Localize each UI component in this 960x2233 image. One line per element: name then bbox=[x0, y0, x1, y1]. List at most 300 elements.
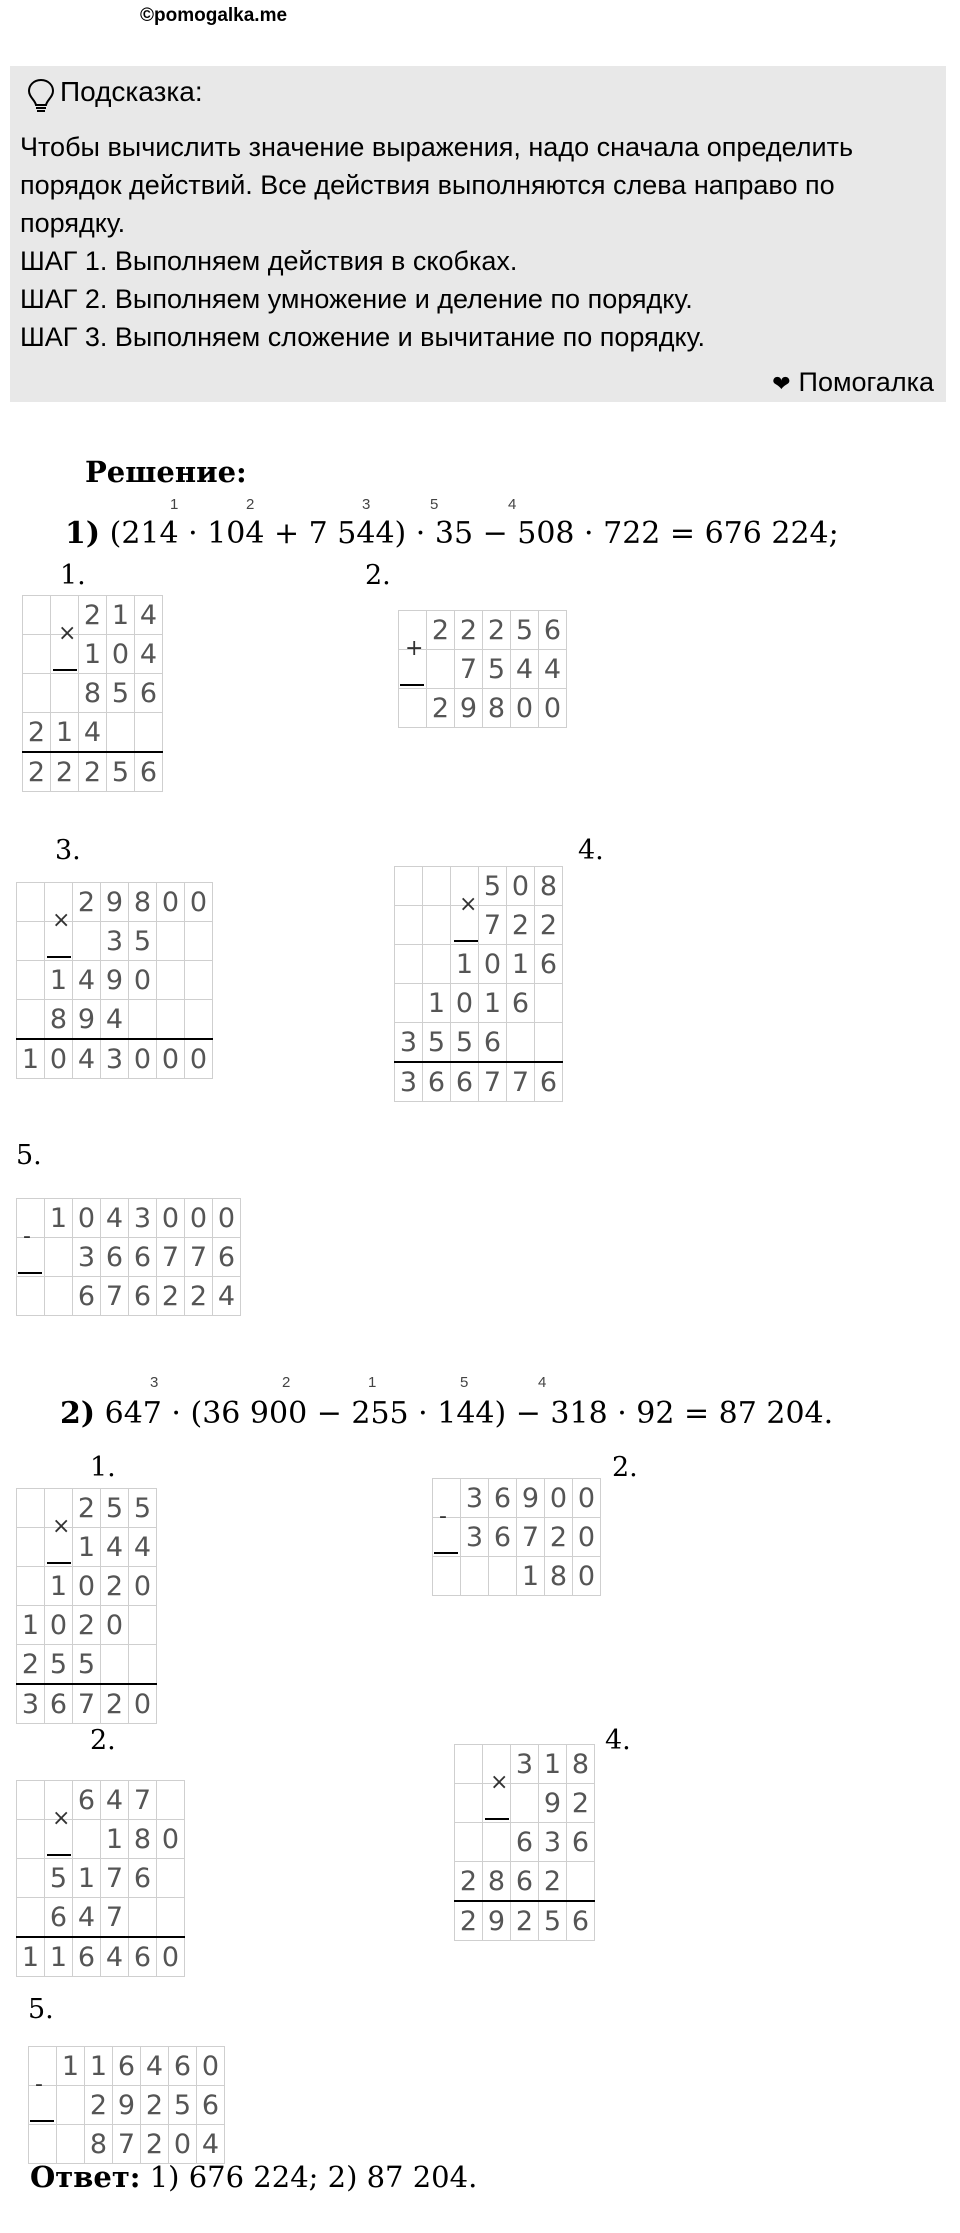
digit-cell: 4 bbox=[129, 1528, 157, 1567]
order-number: 3 bbox=[150, 1374, 159, 1391]
digit-cell: 2 bbox=[17, 1645, 45, 1685]
digit-cell: 1 bbox=[79, 635, 107, 674]
digit-cell: 5 bbox=[107, 674, 135, 713]
digit-cell bbox=[185, 922, 213, 961]
digit-cell: 4 bbox=[73, 1039, 101, 1079]
digit-cell bbox=[455, 1823, 483, 1862]
digit-cell: 9 bbox=[483, 1901, 511, 1941]
digit-cell: 7 bbox=[157, 1238, 185, 1277]
grid-row bbox=[455, 1862, 595, 1902]
digit-cell: 8 bbox=[483, 1862, 511, 1902]
digit-cell: 1 bbox=[451, 945, 479, 984]
digit-cell: 1 bbox=[107, 596, 135, 635]
digit-cell bbox=[17, 1859, 45, 1898]
digit-cell: 2 bbox=[141, 2125, 169, 2164]
expression-number: 2) bbox=[60, 1396, 96, 1431]
step-label: 5. bbox=[28, 1994, 54, 2025]
digit-cell: 5 bbox=[169, 2086, 197, 2125]
digit-cell: 5 bbox=[511, 611, 539, 650]
hint-title: Подсказка: bbox=[60, 76, 203, 107]
grid-row bbox=[455, 1823, 595, 1862]
digit-cell: 4 bbox=[73, 1898, 101, 1938]
digit-cell bbox=[157, 1859, 185, 1898]
digit-cell: 2 bbox=[157, 1277, 185, 1316]
digit-cell: 2 bbox=[539, 1862, 567, 1902]
step-label: 2. bbox=[365, 560, 391, 591]
digit-cell: 0 bbox=[545, 1479, 573, 1518]
digit-cell: 0 bbox=[479, 945, 507, 984]
minus-sign: - bbox=[23, 1224, 31, 1249]
calc-grid-1-1 bbox=[22, 595, 163, 792]
calc-grid-1-4 bbox=[394, 866, 563, 1102]
digit-cell: 7 bbox=[129, 1781, 157, 1820]
digit-cell bbox=[73, 1820, 101, 1859]
digit-cell bbox=[23, 674, 51, 713]
digit-cell bbox=[433, 1557, 461, 1596]
digit-cell bbox=[135, 713, 163, 753]
digit-cell: 7 bbox=[113, 2125, 141, 2164]
digit-cell: 6 bbox=[129, 1277, 157, 1316]
digit-cell bbox=[17, 1820, 45, 1859]
digit-cell: 3 bbox=[395, 1023, 423, 1063]
answer bbox=[30, 2160, 477, 2194]
digit-cell: 1 bbox=[101, 1820, 129, 1859]
digit-cell: 7 bbox=[73, 1684, 101, 1724]
solution-title: Решение: bbox=[85, 455, 247, 489]
grid-row bbox=[17, 961, 213, 1000]
digit-cell: 0 bbox=[451, 984, 479, 1023]
digit-cell: 2 bbox=[483, 611, 511, 650]
grid-row bbox=[17, 1937, 185, 1977]
digit-cell: 0 bbox=[107, 635, 135, 674]
hint-box bbox=[10, 66, 946, 402]
digit-cell: 4 bbox=[101, 1528, 129, 1567]
digit-cell: 0 bbox=[157, 1937, 185, 1977]
digit-cell: 2 bbox=[73, 1489, 101, 1528]
digit-cell: 9 bbox=[73, 1000, 101, 1040]
grid-row bbox=[17, 1277, 241, 1316]
multiply-sign: × bbox=[490, 1770, 509, 1795]
digit-cell: 4 bbox=[101, 1199, 129, 1238]
digit-cell: 3 bbox=[395, 1062, 423, 1102]
digit-cell: 6 bbox=[423, 1062, 451, 1102]
multiply-sign: × bbox=[52, 1806, 71, 1831]
digit-cell: 1 bbox=[423, 984, 451, 1023]
digit-cell: 2 bbox=[85, 2086, 113, 2125]
step-text: Выполняем действия в скобках. bbox=[107, 246, 518, 276]
grid-row bbox=[17, 1898, 185, 1938]
digit-cell: 6 bbox=[197, 2086, 225, 2125]
grid-row bbox=[23, 713, 163, 753]
digit-cell: 3 bbox=[129, 1199, 157, 1238]
digit-cell: 1 bbox=[45, 961, 73, 1000]
multiply-sign: × bbox=[459, 892, 478, 917]
digit-cell: 2 bbox=[535, 906, 563, 945]
digit-cell: 9 bbox=[113, 2086, 141, 2125]
digit-cell: 2 bbox=[141, 2086, 169, 2125]
grid-row bbox=[23, 674, 163, 713]
expression-1 bbox=[65, 516, 839, 551]
grid-row bbox=[395, 1062, 563, 1102]
digit-cell bbox=[51, 674, 79, 713]
operation-underline bbox=[18, 1272, 42, 1274]
digit-cell bbox=[17, 1781, 45, 1820]
calc-grid-2-4 bbox=[454, 1744, 595, 1941]
digit-cell: 1 bbox=[45, 1567, 73, 1606]
plus-sign: + bbox=[405, 636, 424, 661]
digit-cell bbox=[455, 1784, 483, 1823]
grid-row bbox=[455, 1745, 595, 1784]
grid-row bbox=[17, 1238, 241, 1277]
order-number: 4 bbox=[508, 496, 517, 513]
digit-cell: 4 bbox=[101, 1937, 129, 1977]
digit-cell: 2 bbox=[455, 1862, 483, 1902]
digit-cell: 6 bbox=[135, 674, 163, 713]
digit-cell: 0 bbox=[45, 1606, 73, 1645]
grid-row bbox=[17, 1684, 157, 1724]
digit-cell bbox=[157, 1898, 185, 1938]
digit-cell bbox=[461, 1557, 489, 1596]
digit-cell bbox=[455, 1745, 483, 1784]
site-watermark: ©pomogalka.me bbox=[140, 5, 288, 26]
step-label: ШАГ 3. bbox=[20, 322, 108, 352]
digit-cell: 5 bbox=[45, 1645, 73, 1685]
digit-cell bbox=[567, 1862, 595, 1902]
digit-cell bbox=[423, 906, 451, 945]
digit-cell bbox=[45, 1238, 73, 1277]
order-number: 5 bbox=[460, 1374, 469, 1391]
digit-cell bbox=[507, 1023, 535, 1063]
digit-cell: 6 bbox=[73, 1781, 101, 1820]
operation-underline bbox=[400, 684, 424, 686]
digit-cell: 5 bbox=[479, 867, 507, 906]
digit-cell: 7 bbox=[479, 906, 507, 945]
digit-cell bbox=[535, 1023, 563, 1063]
digit-cell: 4 bbox=[197, 2125, 225, 2164]
digit-cell: 0 bbox=[185, 1199, 213, 1238]
multiply-sign: × bbox=[58, 621, 77, 646]
digit-cell: 1 bbox=[51, 713, 79, 753]
grid-row bbox=[23, 752, 163, 792]
grid-row bbox=[455, 1784, 595, 1823]
digit-cell: 2 bbox=[427, 689, 455, 728]
order-number: 4 bbox=[538, 1374, 547, 1391]
digit-cell: 3 bbox=[511, 1745, 539, 1784]
calc-grid-1-3 bbox=[16, 882, 213, 1079]
digit-cell: 7 bbox=[517, 1518, 545, 1557]
digit-cell bbox=[395, 867, 423, 906]
grid-row bbox=[17, 1606, 157, 1645]
expression-text: 647 · (36 900 − 255 · 144) − 318 · 92 = 87 204. bbox=[104, 1396, 834, 1431]
grid-row bbox=[395, 945, 563, 984]
digit-cell bbox=[17, 1528, 45, 1567]
digit-cell: 0 bbox=[573, 1479, 601, 1518]
digit-cell bbox=[17, 1567, 45, 1606]
digit-cell: 5 bbox=[129, 1489, 157, 1528]
digit-cell bbox=[129, 1898, 157, 1938]
digit-cell: 9 bbox=[101, 883, 129, 922]
digit-cell: 2 bbox=[23, 713, 51, 753]
digit-cell: 3 bbox=[73, 1238, 101, 1277]
digit-cell: 4 bbox=[101, 1000, 129, 1040]
grid-row bbox=[433, 1479, 601, 1518]
digit-cell: 0 bbox=[157, 1199, 185, 1238]
hint-footer bbox=[772, 367, 934, 398]
operation-underline bbox=[47, 1562, 71, 1564]
digit-cell: 0 bbox=[129, 961, 157, 1000]
digit-cell: 3 bbox=[461, 1479, 489, 1518]
digit-cell: 2 bbox=[73, 883, 101, 922]
digit-cell: 6 bbox=[73, 1277, 101, 1316]
digit-cell: 2 bbox=[427, 611, 455, 650]
digit-cell: 0 bbox=[157, 883, 185, 922]
step-label: 3. bbox=[55, 835, 81, 866]
digit-cell: 0 bbox=[507, 867, 535, 906]
digit-cell bbox=[129, 1645, 157, 1685]
digit-cell: 8 bbox=[567, 1745, 595, 1784]
digit-cell bbox=[395, 906, 423, 945]
digit-cell: 2 bbox=[51, 752, 79, 792]
digit-cell: 6 bbox=[129, 1238, 157, 1277]
calc-grid-2-2 bbox=[432, 1478, 601, 1596]
digit-cell: 1 bbox=[85, 2047, 113, 2086]
step-label: 2. bbox=[90, 1725, 116, 1756]
digit-cell: 0 bbox=[573, 1557, 601, 1596]
hint-step-3 bbox=[20, 318, 936, 356]
digit-cell: 8 bbox=[483, 689, 511, 728]
operation-underline bbox=[53, 669, 77, 671]
digit-cell: 9 bbox=[517, 1479, 545, 1518]
digit-cell bbox=[511, 1784, 539, 1823]
digit-cell bbox=[17, 1898, 45, 1938]
digit-cell: 3 bbox=[101, 1039, 129, 1079]
digit-cell: 6 bbox=[479, 1023, 507, 1063]
digit-cell bbox=[489, 1557, 517, 1596]
digit-cell bbox=[535, 984, 563, 1023]
order-number: 3 bbox=[362, 496, 371, 513]
digit-cell: 1 bbox=[17, 1606, 45, 1645]
digit-cell: 0 bbox=[45, 1039, 73, 1079]
digit-cell: 3 bbox=[539, 1823, 567, 1862]
multiply-sign: × bbox=[52, 1514, 71, 1539]
grid-row bbox=[395, 906, 563, 945]
lightbulb-icon bbox=[26, 78, 56, 114]
digit-cell: 6 bbox=[129, 1859, 157, 1898]
digit-cell: 0 bbox=[101, 1606, 129, 1645]
digit-cell: 1 bbox=[507, 945, 535, 984]
step-label: 5. bbox=[16, 1140, 42, 1171]
step-label: 4. bbox=[605, 1725, 631, 1756]
grid-row bbox=[17, 1000, 213, 1040]
grid-row bbox=[17, 1199, 241, 1238]
digit-cell: 5 bbox=[101, 1489, 129, 1528]
digit-cell: 2 bbox=[507, 906, 535, 945]
digit-cell: 6 bbox=[113, 2047, 141, 2086]
digit-cell bbox=[157, 961, 185, 1000]
digit-cell: 1 bbox=[517, 1557, 545, 1596]
digit-cell: 0 bbox=[539, 689, 567, 728]
grid-row bbox=[29, 2125, 225, 2164]
digit-cell bbox=[29, 2125, 57, 2164]
digit-cell: 0 bbox=[213, 1199, 241, 1238]
digit-cell bbox=[17, 961, 45, 1000]
grid-row bbox=[399, 611, 567, 650]
grid-row bbox=[29, 2086, 225, 2125]
order-number: 2 bbox=[282, 1374, 291, 1391]
multiply-sign: × bbox=[52, 908, 71, 933]
calc-grid-2-5 bbox=[28, 2046, 225, 2164]
digit-cell: 0 bbox=[157, 1820, 185, 1859]
operation-underline bbox=[47, 1854, 71, 1856]
digit-cell: 5 bbox=[483, 650, 511, 689]
digit-cell: 4 bbox=[539, 650, 567, 689]
digit-cell: 4 bbox=[73, 961, 101, 1000]
digit-cell: 2 bbox=[545, 1518, 573, 1557]
digit-cell: 9 bbox=[539, 1784, 567, 1823]
digit-cell bbox=[395, 984, 423, 1023]
digit-cell: 6 bbox=[567, 1823, 595, 1862]
step-label: ШАГ 2. bbox=[20, 284, 108, 314]
digit-cell bbox=[101, 1645, 129, 1685]
digit-cell: 7 bbox=[455, 650, 483, 689]
grid-row bbox=[17, 1859, 185, 1898]
digit-cell: 6 bbox=[169, 2047, 197, 2086]
digit-cell: 3 bbox=[17, 1684, 45, 1724]
digit-cell: 1 bbox=[479, 984, 507, 1023]
digit-cell: 5 bbox=[129, 922, 157, 961]
digit-cell: 6 bbox=[507, 984, 535, 1023]
operation-underline bbox=[454, 940, 478, 942]
digit-cell: 0 bbox=[73, 1199, 101, 1238]
digit-cell: 5 bbox=[539, 1901, 567, 1941]
grid-row bbox=[399, 689, 567, 728]
digit-cell: 1 bbox=[17, 1039, 45, 1079]
digit-cell: 7 bbox=[507, 1062, 535, 1102]
grid-row bbox=[17, 922, 213, 961]
step-text: Выполняем умножение и деление по порядку. bbox=[107, 284, 693, 314]
digit-cell: 1 bbox=[73, 1859, 101, 1898]
digit-cell: 8 bbox=[129, 1820, 157, 1859]
step-label: 1. bbox=[90, 1452, 116, 1483]
digit-cell bbox=[185, 1000, 213, 1040]
digit-cell bbox=[157, 1000, 185, 1040]
digit-cell: 5 bbox=[45, 1859, 73, 1898]
digit-cell: 8 bbox=[79, 674, 107, 713]
digit-cell: 6 bbox=[535, 945, 563, 984]
calc-grid-2-1 bbox=[16, 1488, 157, 1724]
digit-cell bbox=[129, 1606, 157, 1645]
digit-cell: 2 bbox=[567, 1784, 595, 1823]
digit-cell bbox=[423, 945, 451, 984]
digit-cell: 4 bbox=[135, 596, 163, 635]
digit-cell: 6 bbox=[489, 1518, 517, 1557]
minus-sign: - bbox=[35, 2072, 43, 2097]
digit-cell: 5 bbox=[73, 1645, 101, 1685]
step-text: Выполняем сложение и вычитание по порядку. bbox=[107, 322, 705, 352]
digit-cell: 4 bbox=[213, 1277, 241, 1316]
order-number: 1 bbox=[368, 1374, 377, 1391]
digit-cell: 6 bbox=[45, 1684, 73, 1724]
step-label: ШАГ 1. bbox=[20, 246, 108, 276]
digit-cell: 6 bbox=[129, 1937, 157, 1977]
digit-cell bbox=[157, 1781, 185, 1820]
digit-cell: 1 bbox=[539, 1745, 567, 1784]
digit-cell: 6 bbox=[101, 1238, 129, 1277]
digit-cell bbox=[57, 2125, 85, 2164]
digit-cell bbox=[17, 883, 45, 922]
grid-row bbox=[455, 1901, 595, 1941]
digit-cell: 0 bbox=[73, 1567, 101, 1606]
digit-cell: 1 bbox=[45, 1199, 73, 1238]
grid-row bbox=[23, 596, 163, 635]
digit-cell bbox=[17, 1277, 45, 1316]
digit-cell: 7 bbox=[101, 1898, 129, 1938]
digit-cell: 1 bbox=[17, 1937, 45, 1977]
digit-cell: 4 bbox=[135, 635, 163, 674]
digit-cell: 6 bbox=[535, 1062, 563, 1102]
step-label: 2. bbox=[612, 1452, 638, 1483]
digit-cell: 9 bbox=[455, 689, 483, 728]
digit-cell: 8 bbox=[45, 1000, 73, 1040]
digit-cell: 0 bbox=[169, 2125, 197, 2164]
operation-underline bbox=[30, 2120, 54, 2122]
expression-text: (214 · 104 + 7 544) · 35 − 508 · 722 = 676 224; bbox=[109, 516, 839, 551]
digit-cell: 2 bbox=[73, 1606, 101, 1645]
grid-row bbox=[395, 984, 563, 1023]
digit-cell bbox=[395, 945, 423, 984]
answer-text: 1) 676 224; 2) 87 204. bbox=[140, 2160, 478, 2194]
digit-cell: 4 bbox=[101, 1781, 129, 1820]
digit-cell: 1 bbox=[73, 1528, 101, 1567]
expression-2 bbox=[60, 1396, 833, 1431]
order-number: 2 bbox=[246, 496, 255, 513]
digit-cell: 3 bbox=[461, 1518, 489, 1557]
digit-cell bbox=[107, 713, 135, 753]
grid-row bbox=[17, 1820, 185, 1859]
digit-cell: 2 bbox=[185, 1277, 213, 1316]
digit-cell bbox=[423, 867, 451, 906]
grid-row bbox=[17, 1645, 157, 1685]
answer-label: Ответ: bbox=[30, 2160, 141, 2194]
digit-cell bbox=[427, 650, 455, 689]
digit-cell: 5 bbox=[423, 1023, 451, 1063]
minus-sign: - bbox=[439, 1504, 447, 1529]
digit-cell bbox=[399, 689, 427, 728]
order-number: 1 bbox=[170, 496, 179, 513]
digit-cell: 2 bbox=[455, 611, 483, 650]
digit-cell bbox=[73, 922, 101, 961]
digit-cell: 6 bbox=[73, 1937, 101, 1977]
grid-row bbox=[17, 1039, 213, 1079]
digit-cell: 2 bbox=[23, 752, 51, 792]
calc-grid-1-2 bbox=[398, 610, 567, 728]
digit-cell: 2 bbox=[101, 1684, 129, 1724]
digit-cell: 4 bbox=[141, 2047, 169, 2086]
grid-row bbox=[433, 1518, 601, 1557]
grid-row bbox=[433, 1557, 601, 1596]
digit-cell: 0 bbox=[129, 1567, 157, 1606]
expression-number: 1) bbox=[65, 516, 101, 551]
digit-cell: 7 bbox=[101, 1859, 129, 1898]
hint-intro: Чтобы вычислить значение выражения, надо сначала определить порядок действий. Все действия выполняются слева направо по порядку. bbox=[20, 132, 854, 238]
digit-cell: 2 bbox=[79, 596, 107, 635]
grid-row bbox=[395, 867, 563, 906]
digit-cell: 6 bbox=[135, 752, 163, 792]
digit-cell: 6 bbox=[567, 1901, 595, 1941]
grid-row bbox=[23, 635, 163, 674]
hint-text bbox=[20, 128, 936, 356]
digit-cell bbox=[157, 922, 185, 961]
